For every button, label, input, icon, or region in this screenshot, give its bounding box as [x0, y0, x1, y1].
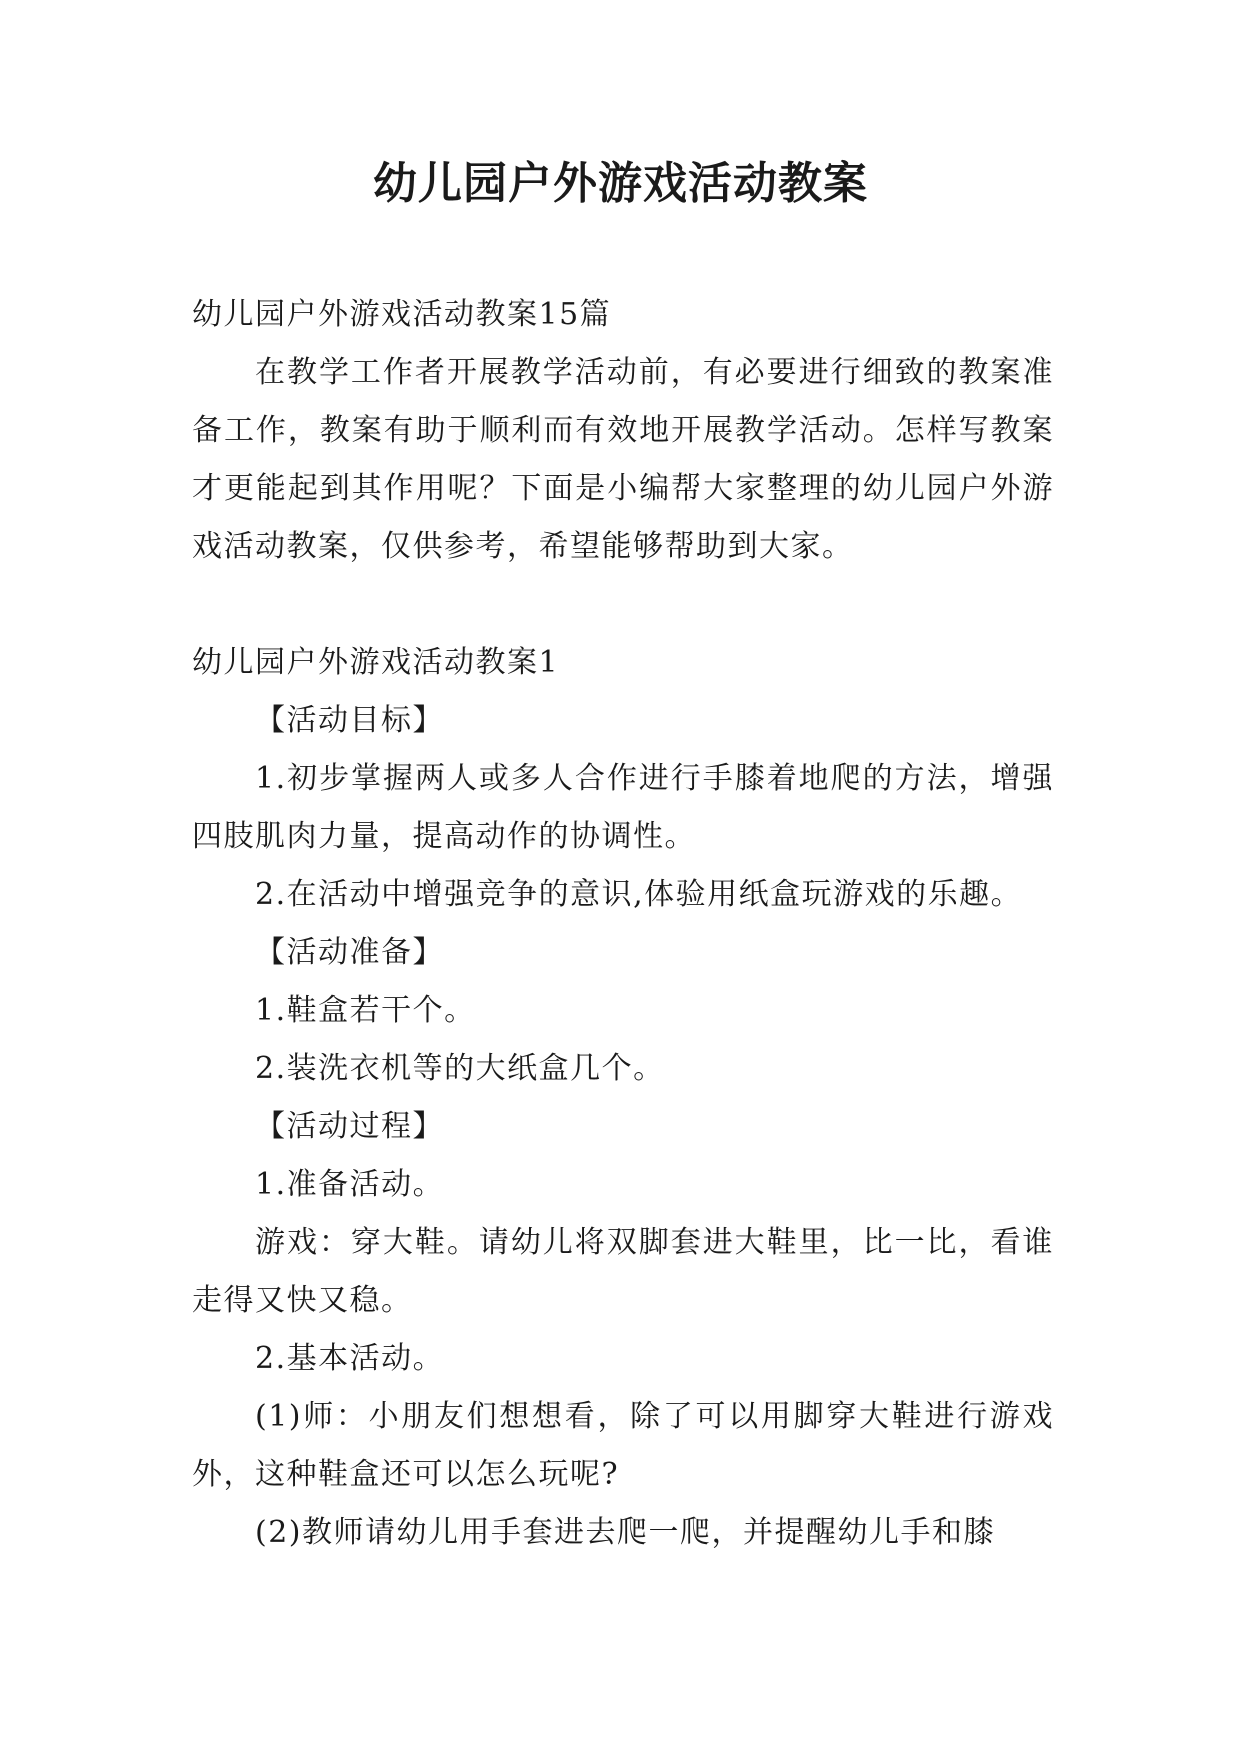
process-substep-1: (1)师：小朋友们想想看，除了可以用脚穿大鞋进行游戏外，这种鞋盒还可以怎么玩呢?: [192, 1399, 1054, 1492]
document-subtitle: 幼儿园户外游戏活动教案15篇: [192, 297, 612, 332]
heading-activity-goals: 【活动目标】: [255, 703, 444, 738]
process-substep-2: (2)教师请幼儿用手套进去爬一爬，并提醒幼儿手和膝: [255, 1515, 995, 1550]
goal-item-2: 2.在活动中增强竞争的意识,体验用纸盒玩游戏的乐趣。: [255, 877, 1023, 912]
document-title: 幼儿园户外游戏活动教案: [373, 158, 868, 209]
paragraph-gap: [192, 576, 1054, 634]
goal-item-1: 1.初步掌握两人或多人合作进行手膝着地爬的方法，增强四肢肌肉力量，提高动作的协调性。: [192, 761, 1054, 854]
preparation-item-2: 2.装洗衣机等的大纸盒几个。: [255, 1051, 665, 1086]
process-game-paragraph: 游戏：穿大鞋。请幼儿将双脚套进大鞋里，比一比，看谁走得又快又稳。: [192, 1225, 1054, 1318]
document-body: [192, 286, 1054, 1562]
intro-paragraph: 在教学工作者开展教学活动前，有必要进行细致的教案准备工作，教案有助于顺利而有效地开展教学活动。怎样写教案才更能起到其作用呢？下面是小编帮大家整理的幼儿园户外游戏活动教案，仅供参考，希望能够帮助到大家。: [192, 355, 1054, 564]
preparation-item-1: 1.鞋盒若干个。: [255, 993, 476, 1028]
process-step-1: 1.准备活动。: [255, 1167, 445, 1202]
section-title: 幼儿园户外游戏活动教案1: [192, 645, 560, 680]
heading-activity-preparation: 【活动准备】: [255, 935, 444, 970]
process-step-2: 2.基本活动。: [255, 1341, 445, 1376]
heading-activity-process: 【活动过程】: [255, 1109, 444, 1144]
